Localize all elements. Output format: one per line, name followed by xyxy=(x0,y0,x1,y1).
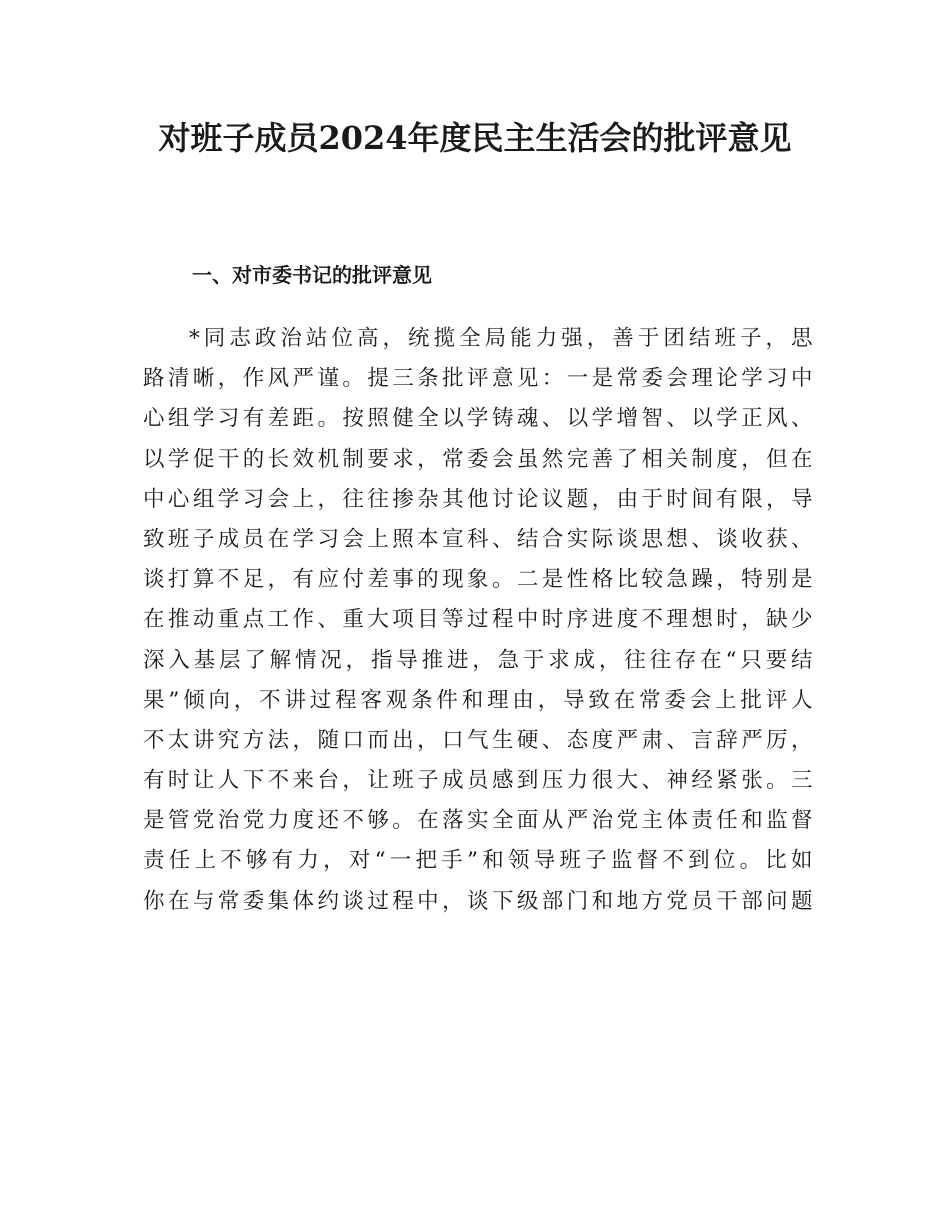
body-paragraph xyxy=(143,319,813,922)
paragraph-line: 有时让人下不来台，让班子成员感到压力很大、神经紧张。三 xyxy=(143,768,813,794)
paragraph-line: 你在与常委集体约谈过程中，谈下级部门和地方党员干部问题 xyxy=(143,888,813,914)
paragraph-line: 心组学习有差距。按照健全以学铸魂、以学增智、以学正风、 xyxy=(143,406,813,432)
paragraph-line: 致班子成员在学习会上照本宣科、结合实际谈思想、谈收获、 xyxy=(143,526,813,552)
paragraph-line: 路清晰，作风严谨。提三条批评意见：一是常委会理论学习中 xyxy=(143,366,813,392)
paragraph-line: 以学促干的长效机制要求，常委会虽然完善了相关制度，但在 xyxy=(143,446,813,472)
paragraph-line: 中心组学习会上，往往掺杂其他讨论议题，由于时间有限，导 xyxy=(143,486,813,512)
paragraph-line: 谈打算不足，有应付差事的现象。二是性格比较急躁，特别是 xyxy=(143,567,813,593)
paragraph-line: 是管党治党力度还不够。在落实全面从严治党主体责任和监督 xyxy=(143,808,813,834)
paragraph-line: 不太讲究方法，随口而出，口气生硬、态度严肃、言辞严厉， xyxy=(143,727,813,753)
section-heading: 一、对市委书记的批评意见 xyxy=(192,263,432,287)
paragraph-line: 在推动重点工作、重大项目等过程中时序进度不理想时，缺少 xyxy=(143,607,813,633)
paragraph-line: 深入基层了解情况，指导推进，急于求成，往往存在“只要结 xyxy=(143,647,813,673)
paragraph-line: *同志政治站位高，统揽全局能力强，善于团结班子，思 xyxy=(189,326,813,351)
paragraph-line: 果”倾向，不讲过程客观条件和理由，导致在常委会上批评人 xyxy=(143,687,813,713)
paragraph-line: 责任上不够有力，对“一把手”和领导班子监督不到位。比如 xyxy=(143,848,813,874)
document-title: 对班子成员2024年度民主生活会的批评意见 xyxy=(158,119,792,157)
